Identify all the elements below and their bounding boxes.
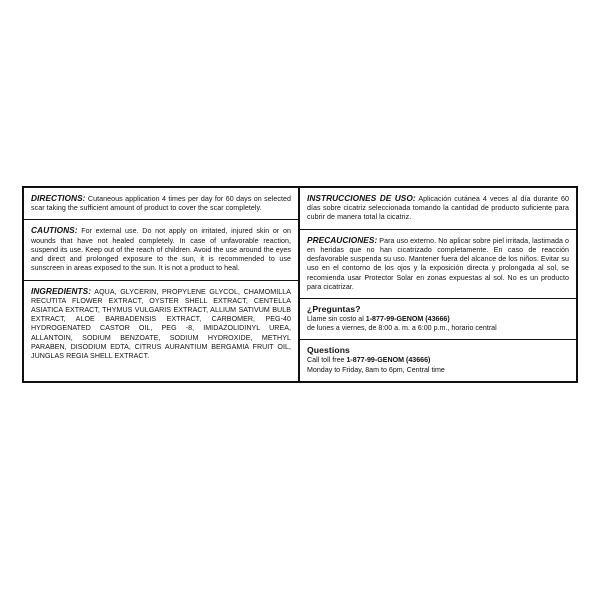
preguntas-block — [300, 299, 576, 340]
directions-body: Cutaneous application 4 times per day for 60 days on selected scar taking the sufficient amount of product to cover the scar completely. — [31, 195, 291, 213]
preguntas-phone-prefix: Llame sin costo al — [307, 314, 366, 323]
directions-block — [24, 188, 298, 220]
precauciones-text — [307, 235, 569, 292]
preguntas-hours: de lunes a viernes, de 8:00 a. m. a 6:00 p.m., horario central — [307, 324, 497, 333]
ingredients-heading: INGREDIENTS: — [31, 285, 92, 296]
precauciones-heading: PRECAUCIONES: — [307, 234, 378, 245]
preguntas-heading: ¿Preguntas? — [307, 303, 361, 314]
questions-phone-prefix: Call toll free — [307, 356, 347, 365]
instrucciones-block — [300, 188, 576, 230]
instrucciones-text — [307, 193, 569, 223]
precauciones-block — [300, 230, 576, 299]
directions-text — [31, 193, 291, 213]
questions-heading: Questions — [307, 345, 350, 356]
preguntas-phone-line — [307, 315, 569, 324]
ingredients-body: AQUA, GLYCERIN, PROPYLENE GLYCOL, CHAMOMILLA RECUTITA FLOWER EXTRACT, OYSTER SHELL EXTRACT, CENTELLA ASIATICA EXTRACT, THYMUS VULGARIS EXTRACT, ALLIUM SATIVUM BULB EXTRACT, ALOE BARBADENSIS EXTRACT, CARBOMER, PEG-40 HYDROGENATED CASTOR OIL, PEG -8, IMIDAZOLIDINYL UREA, ALLANTOIN, SODIUM BENZOATE, SODIUM HYDROXIDE, METHYL PARABEN, DISODIUM EDTA, CITRUS AURANTIUM BERGAMIA FRUIT OIL, JUNGLAS REGIA SHELL EXTRACT. — [31, 287, 291, 361]
questions-hours: Monday to Friday, 8am to 6pm, Central time — [307, 365, 445, 374]
instrucciones-body: Aplicación cutánea 4 veces al día durante 60 días sobre cicatriz seleccionada tomando la cantidad de producto suficiente para cubrir de manera total la cicatriz. — [307, 195, 569, 222]
preguntas-phone-number[interactable]: 1-877-99-GENOM (43666) — [365, 314, 450, 323]
instrucciones-heading: INSTRUCCIONES DE USO: — [307, 193, 416, 203]
precauciones-body: Para uso externo. No aplicar sobre piel irritada, lastimada o en heridas que no han cicatrizado completamente. En caso de reacción desfavorable suspenda su uso. Mantener fuera del alcance de los niños. Evitar su uso en el contorno de los ojos y la exposición directa y prolongada al sol, se recomienda usar Protector Solar en zonas expuestas al sol. No es un producto para cicatrizar. — [307, 236, 569, 291]
questions-phone-line — [307, 356, 569, 365]
cautions-body: For external use. Do not apply on irritated, injured skin or on wounds that have not healed completely. In case of unfavorable reaction, suspend its use. Keep out of the reach of children. Avoid the use around the eyes and direct and prolonged exposure to the sun, it is recommended to use sunscreen in areas exposed to the sun. It is not a product to heal. — [31, 227, 291, 273]
directions-heading: DIRECTIONS: — [31, 193, 86, 203]
drug-facts-label — [22, 186, 578, 383]
questions-block — [300, 340, 576, 380]
ingredients-text — [31, 286, 291, 362]
cautions-block — [24, 220, 298, 280]
cautions-text — [31, 225, 291, 273]
english-column — [24, 188, 300, 381]
cautions-heading: CAUTIONS: — [31, 225, 78, 236]
spanish-column — [300, 188, 576, 381]
questions-phone-number[interactable]: 1-877-99-GENOM (43666) — [346, 356, 431, 365]
ingredients-block — [24, 281, 298, 368]
